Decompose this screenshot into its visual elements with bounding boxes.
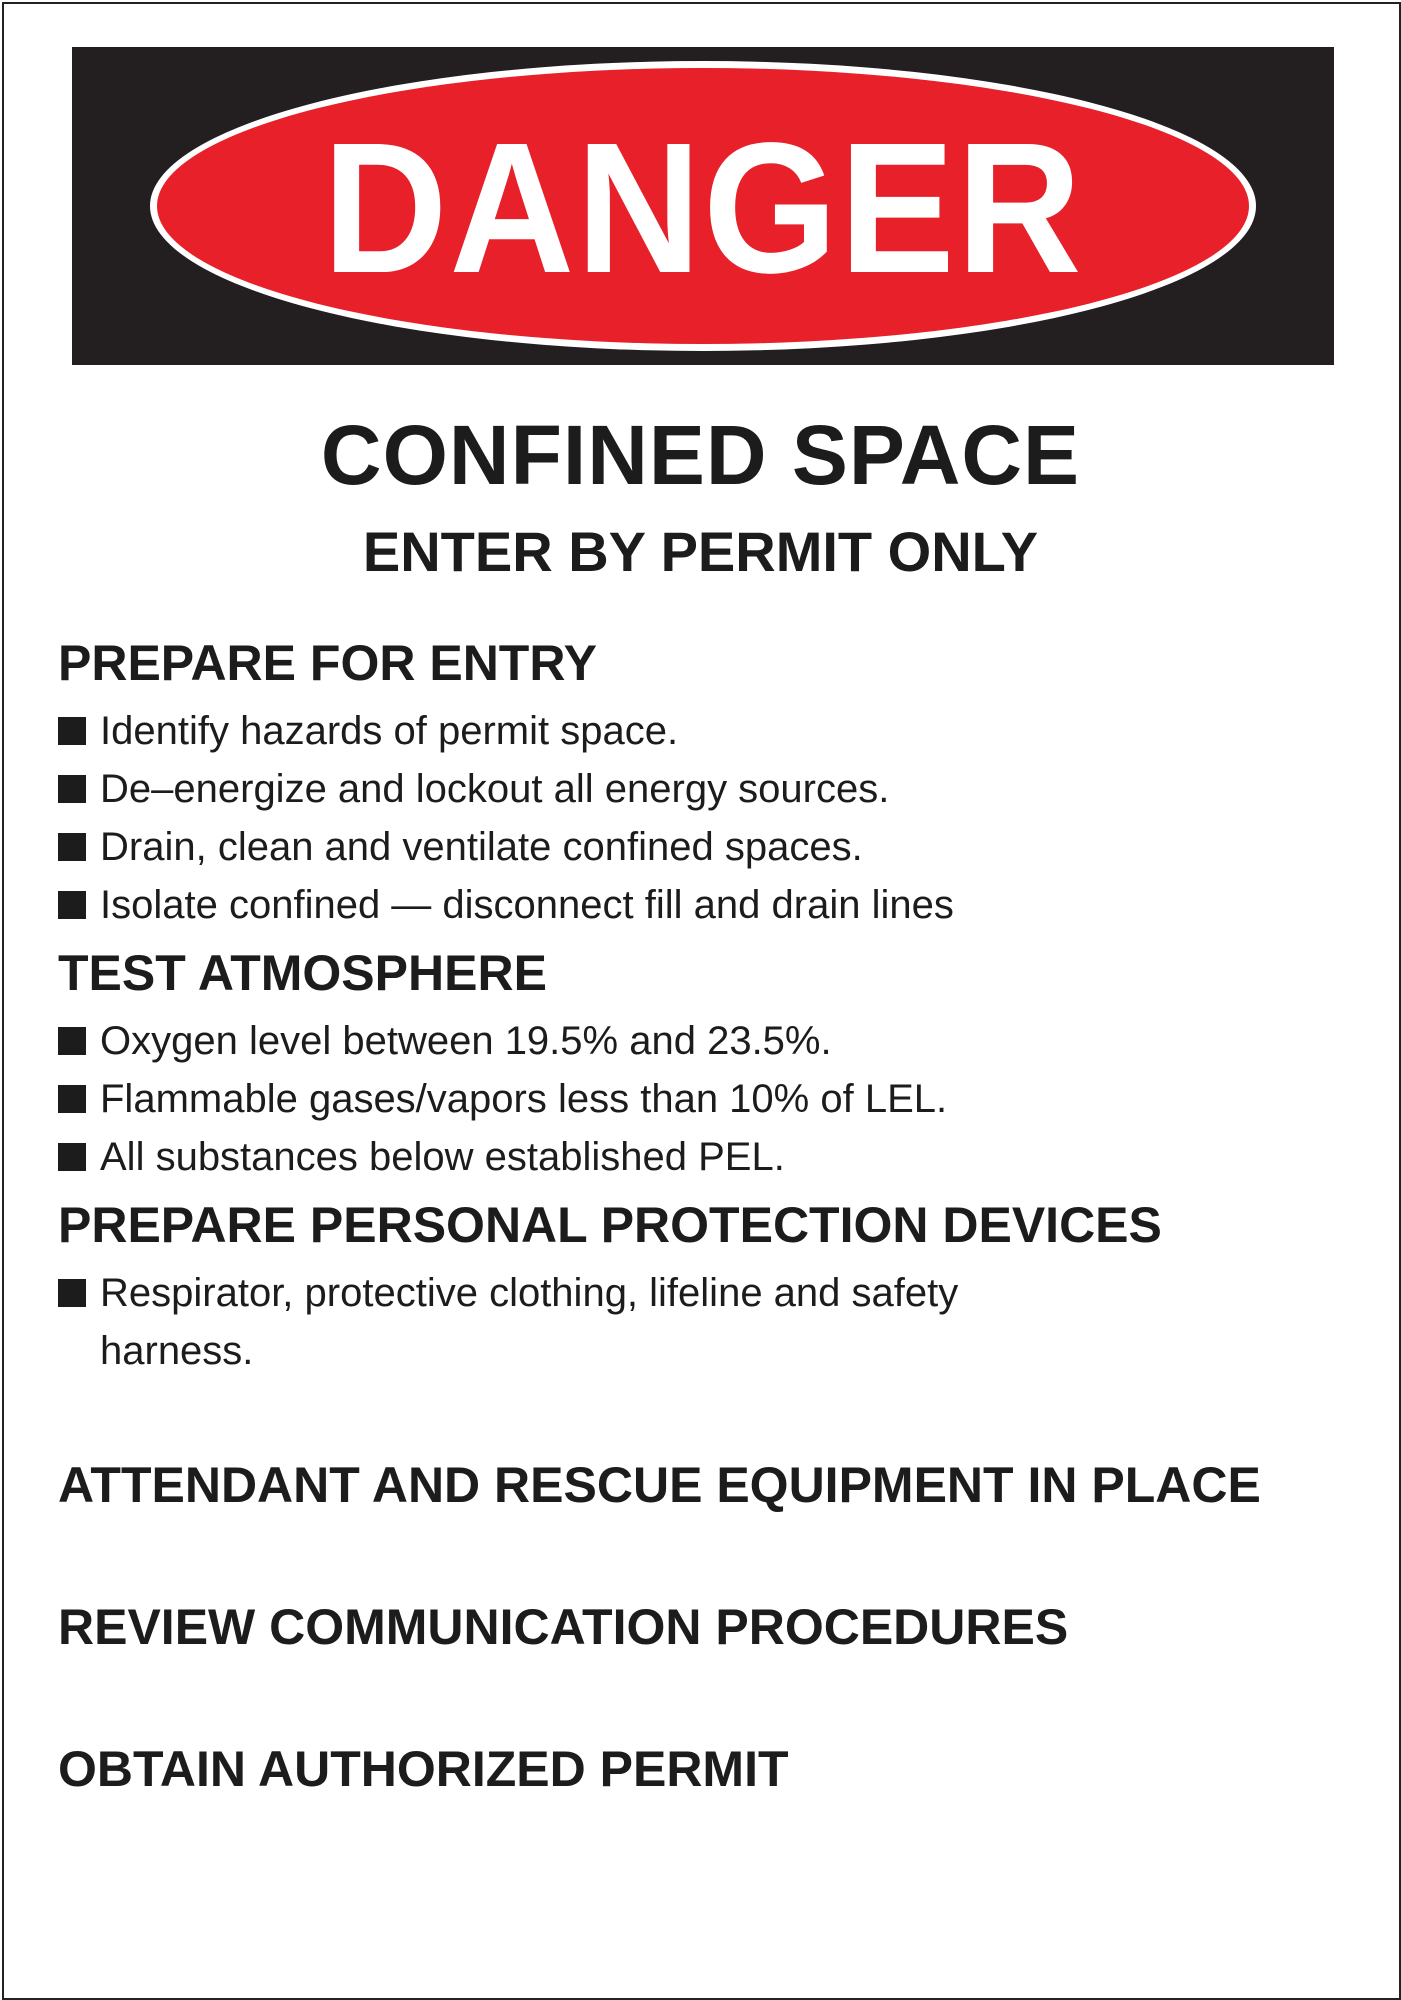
sign-subtitle: ENTER BY PERMIT ONLY [362, 520, 1039, 583]
final-instruction-communication: REVIEW COMMUNICATION PROCEDURES [58, 1599, 1069, 1655]
final-instruction-attendant: ATTENDANT AND RESCUE EQUIPMENT IN PLACE [58, 1457, 1261, 1513]
section-heading: TEST ATMOSPHERE [58, 945, 547, 1001]
list-item [58, 1070, 1358, 1128]
list-item-text: Flammable gases/vapors less than 10% of LEL. [100, 1077, 948, 1121]
list-item-text: De–energize and lockout all energy sources. [100, 767, 890, 811]
square-bullet-icon [58, 1027, 86, 1055]
square-bullet-icon [58, 891, 86, 919]
final-instruction-permit: OBTAIN AUTHORIZED PERMIT [58, 1741, 789, 1797]
danger-oval-outline [150, 61, 1256, 351]
section-prepare-for-entry [58, 635, 1358, 934]
sign-content [58, 635, 1358, 1797]
list-item-text: Respirator, protective clothing, lifeline and safety harness. [100, 1271, 959, 1373]
list-item [58, 1012, 1358, 1070]
square-bullet-icon [58, 775, 86, 803]
section-personal-protection [58, 1197, 1358, 1380]
list-item [58, 760, 1358, 818]
square-bullet-icon [58, 833, 86, 861]
square-bullet-icon [58, 1279, 86, 1307]
square-bullet-icon [58, 1085, 86, 1113]
danger-oval [157, 68, 1249, 344]
section-test-atmosphere [58, 945, 1358, 1186]
list-item [58, 1128, 1358, 1186]
section-heading: PREPARE PERSONAL PROTECTION DEVICES [58, 1197, 1162, 1253]
spacer [58, 1652, 1358, 1744]
list-item-text: All substances below established PEL. [100, 1135, 785, 1179]
list-item-text: Identify hazards of permit space. [100, 709, 679, 753]
spacer [58, 1380, 1358, 1460]
list-item [58, 876, 1358, 934]
list-item-text: Drain, clean and ventilate confined spaces. [100, 825, 863, 869]
list-item [58, 818, 1358, 876]
list-item-text: Oxygen level between 19.5% and 23.5%. [100, 1019, 832, 1063]
signal-word: DANGER [322, 105, 1084, 312]
list-item [58, 1264, 1358, 1380]
section-heading: PREPARE FOR ENTRY [58, 635, 597, 691]
square-bullet-icon [58, 717, 86, 745]
list-item-text: Isolate confined — disconnect fill and drain lines [100, 883, 954, 927]
list-item [58, 702, 1358, 760]
spacer [58, 1510, 1358, 1602]
danger-header-band [72, 47, 1334, 365]
sign-title: CONFINED SPACE [320, 408, 1081, 502]
square-bullet-icon [58, 1143, 86, 1171]
